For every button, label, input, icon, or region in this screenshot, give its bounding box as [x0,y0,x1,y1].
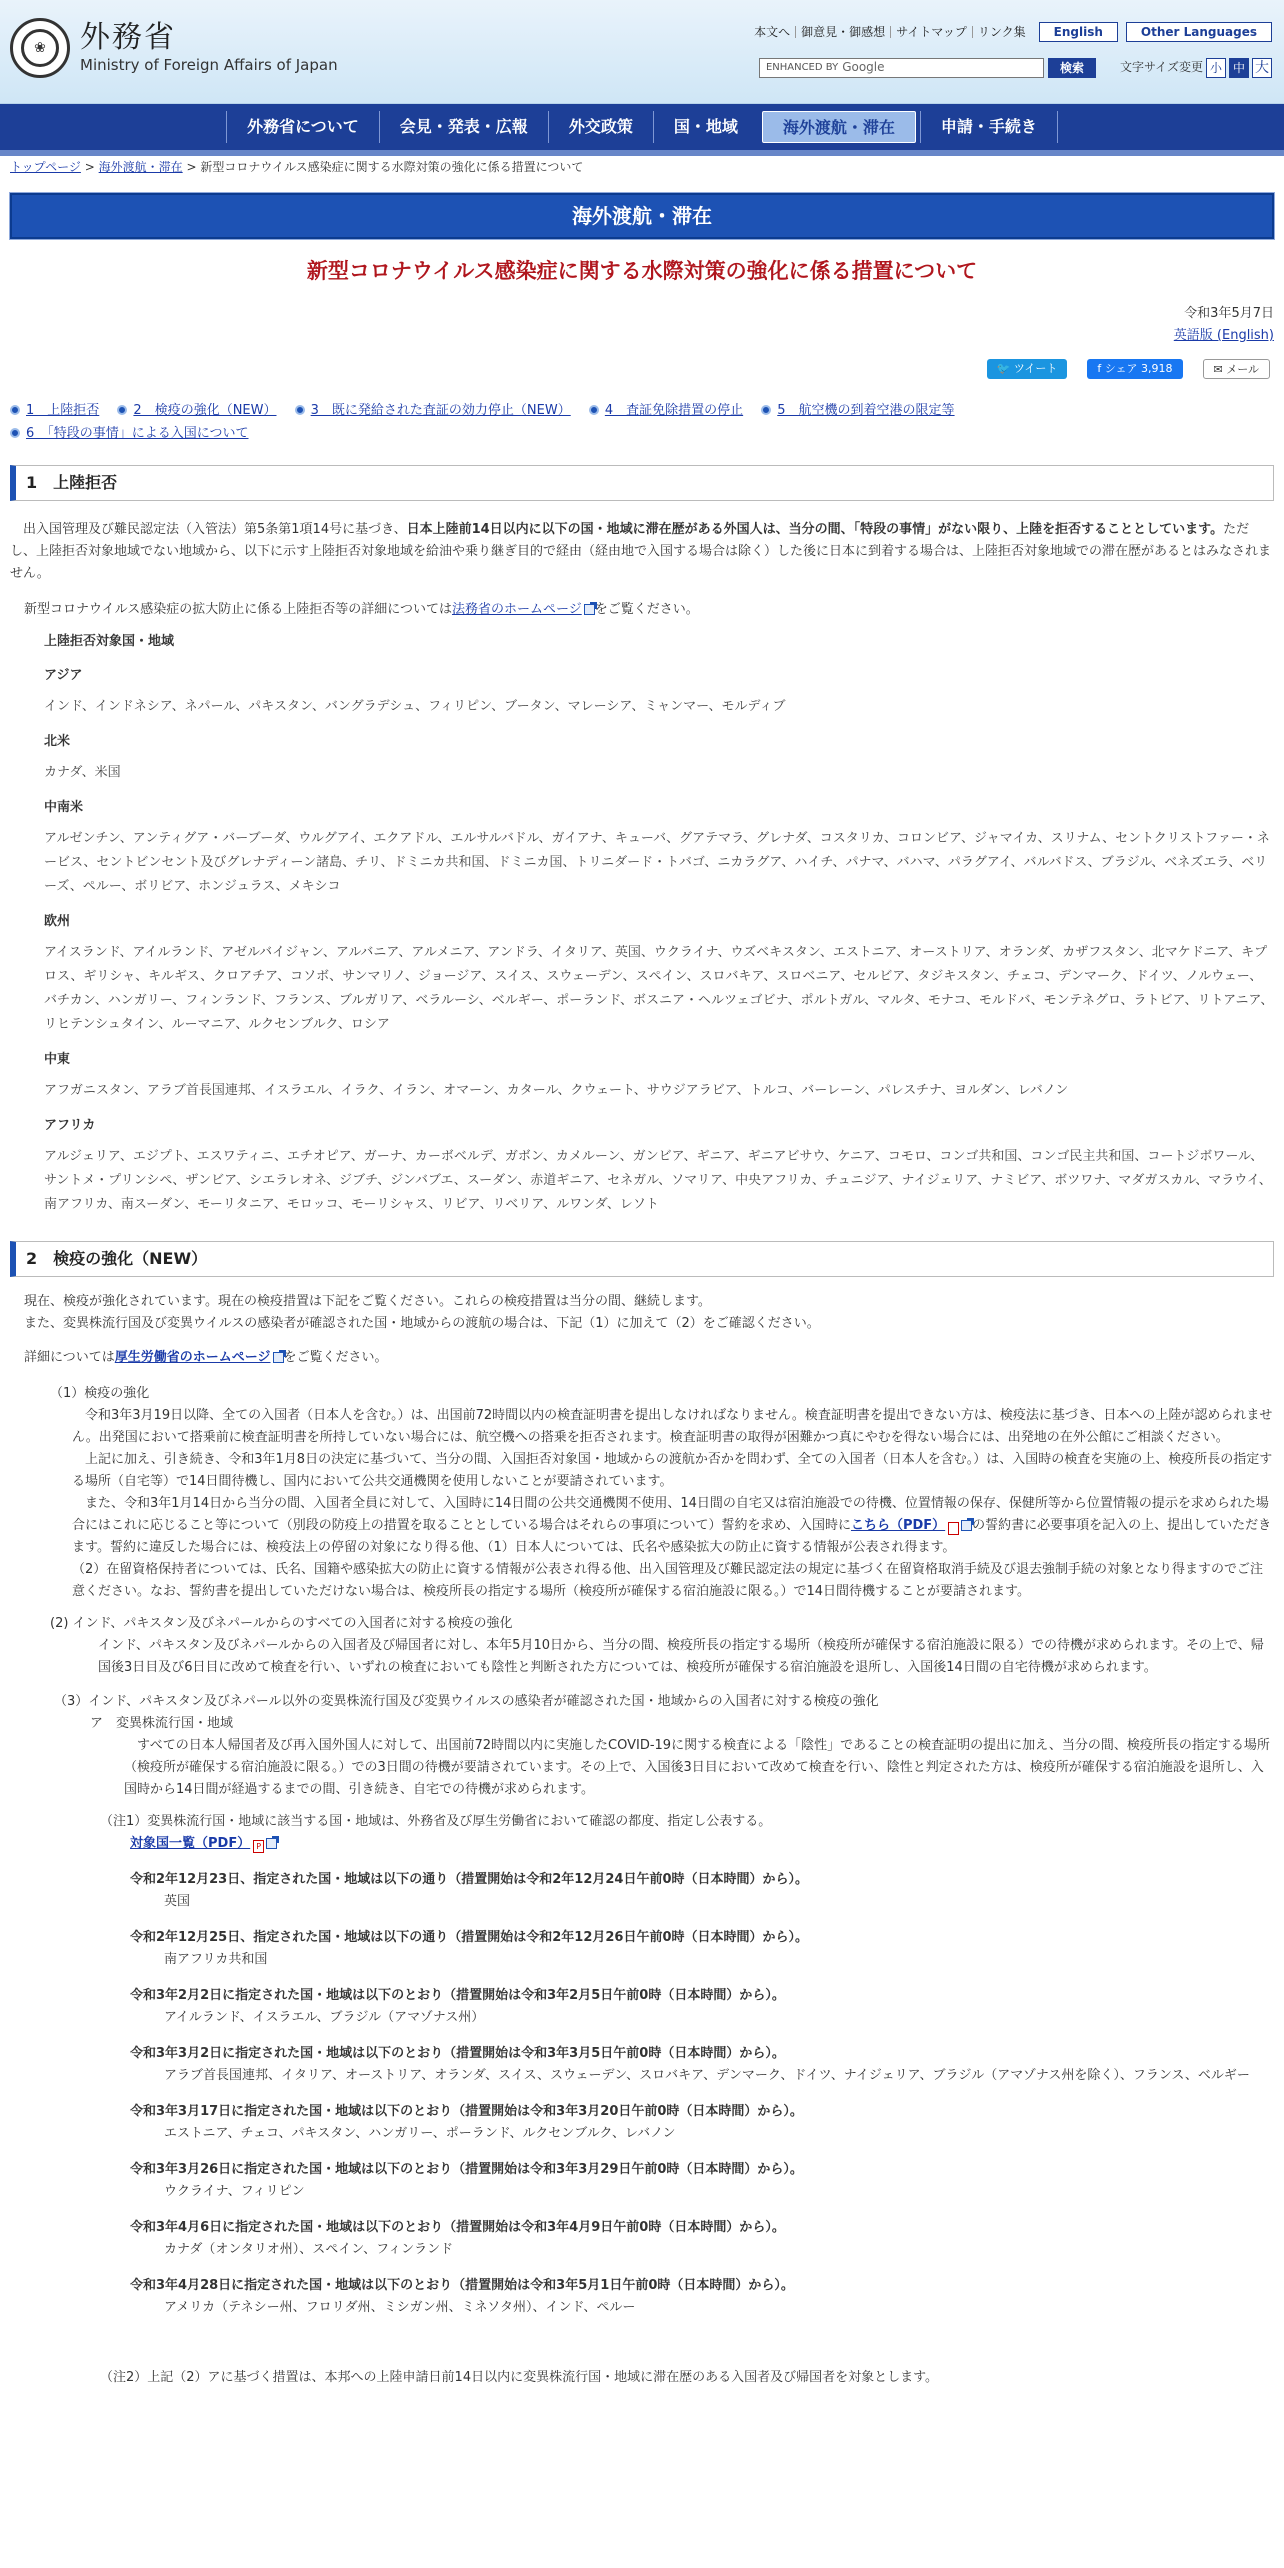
bullet-icon [10,428,20,438]
search-input[interactable] [759,58,1044,78]
region-countries: アルゼンチン、アンティグア・バーブーダ、ウルグアイ、エクアドル、エルサルバドル、ガイアナ、キューバ、グアテマラ、グレナダ、コスタリカ、コロンビア、ジャマイカ、スリナム、セントクリストファー・ネービス、セントビンセント及びグレナディーン諸島、チリ、ドミニカ共和国、ドミニカ国、トリニダード・トバゴ、ニカラグア、ハイチ、パナマ、バハマ、パラグアイ、バルバドス、ブラジル、ベネズエラ、ベリーズ、ペルー、ボリビア、ホンジュラス、メキシコ [44,830,1270,894]
toc-link-4[interactable]: 4 査証免除措置の停止 [604,402,744,418]
google-brand: Google [842,60,885,75]
pdf-icon [948,1522,959,1535]
font-size-medium-button[interactable]: 中 [1229,58,1249,78]
designation-entry: 令和3年3月2日に指定された国・地域は以下のとおり（措置開始は令和3年3月5日午前0時（日本時間）から）。 アラブ首長国連邦、イタリア、オーストリア、オランダ、スイス、スウェーデン、スロバキア、デンマーク、ドイツ、ナイジェリア、ブラジル（アマゾナス州を除く）、フランス、ベルギー [130,2045,1250,2083]
breadcrumb-home[interactable]: トップページ [10,160,81,174]
subsection-2-title: (2) インド、パキスタン及びネパールからのすべての入国者に対する検疫の強化 [50,1615,513,1631]
moj-homepage-link[interactable]: 法務省のホームページ [451,601,582,617]
nav-regions[interactable]: 国・地域 [653,111,758,143]
region-name: 中南米 [44,799,84,815]
nav-travel[interactable]: 海外渡航・滞在 [762,111,916,143]
region-name: 中東 [44,1051,71,1067]
region-countries: アイスランド、アイルランド、アゼルバイジャン、アルバニア、アルメニア、アンドラ、イタリア、英国、ウクライナ、ウズベキスタン、エストニア、オーストリア、オランダ、カザフスタン、北マケドニア、キプロス、ギリシャ、キルギス、クロアチア、コソボ、サンマリノ、ジョージア、スイス、スウェーデン、スペイン、スロバキア、スロベニア、セルビア、タジキスタン、チェコ、デンマーク、ドイツ、ノルウェー、バチカン、ハンガリー、フィンランド、フランス、ブルガリア、ベラルーシ、ベルギー、ポーランド、ボスニア・ヘルツェゴビナ、ポルトガル、マルタ、モナコ、モルドバ、モンテネグロ、ラトビア、リトアニア、リヒテンシュタイン、ルーマニア、ルクセンブルク、ロシア [44,944,1274,1032]
mail-icon: ✉ [1213,362,1223,376]
region-name: 北米 [44,733,71,749]
logo-japanese: 外務省 [80,20,176,55]
section2-detail: 詳細については厚生労働省のホームページ をご覧ください。 [24,1349,388,1365]
region-countries: アルジェリア、エジプト、エスワティニ、エチオピア、ガーナ、カーボベルデ、ガボン、カメルーン、ガンビア、ギニア、ギニアビサウ、ケニア、コモロ、コンゴ共和国、コンゴ民主共和国、コートジボワール、サントメ・プリンシペ、ザンビア、シエラレオネ、ジブチ、ジンバブエ、スーダン、赤道ギニア、セネガル、ソマリア、中央アフリカ、チュニジア、ナイジェリア、ナミビア、ボツワナ、マダガスカル、マラウイ、南アフリカ、南スーダン、モーリタニア、モロッコ、モーリシャス、リビア、リベリア、ルワンダ、レソト [44,1148,1272,1212]
toc-link-6[interactable]: 6 「特段の事情」による入国について [26,425,249,441]
font-size-large-button[interactable]: 大 [1252,58,1272,78]
subsection-2: (2) インド、パキスタン及びネパールからのすべての入国者に対する検疫の強化 インド、パキスタン及びネパールからの入国者及び帰国者に対し、本年5月10日から、当分の間、検疫所長の指定する場所（検疫所が確保する宿泊施設に限る）での待機が求められます。その上で、帰国後3日目及び6日目に改めて検査を行い、いずれの検査においても陰性と判断された方については、検疫所が確保する宿泊施設を退所し、入国後14日間の自宅待機が求められます。 [0,1613,1284,1679]
page-title: 新型コロナウイルス感染症に関する水際対策の強化に係る措置について [306,259,978,284]
english-button[interactable]: English [1039,22,1118,42]
tweet-button[interactable]: 🐦 ツイート [987,359,1068,379]
share-buttons [0,359,1284,379]
bullet-icon [295,405,305,415]
bullet-icon [589,405,599,415]
table-of-contents [0,399,1284,445]
site-logo[interactable] [10,18,338,78]
search-button[interactable]: 検索 [1048,58,1096,78]
region-list [0,631,1284,1217]
emblem-icon: ❀ [10,18,70,78]
section-heading-2: 2 検疫の強化（NEW） [10,1241,1274,1277]
designation-entry: 令和2年12月23日、指定された国・地域は以下の通り（措置開始は令和2年12月24日午前0時（日本時間）から）。 英国 [130,1871,809,1909]
link-links[interactable]: リンク集 [972,26,1031,38]
region-countries: カナダ、米国 [44,764,121,780]
breadcrumb-sep: > [186,160,197,174]
region-name: アフリカ [44,1117,96,1133]
region-name: アジア [44,667,83,683]
toc-link-5[interactable]: 5 航空機の到着空港の限定等 [777,402,955,418]
breadcrumb-current: 新型コロナウイルス感染症に関する水際対策の強化に係る措置について [200,160,584,174]
designation-entry: 令和3年4月6日に指定された国・地域は以下のとおり（措置開始は令和3年4月9日午前0時（日本時間）から）。 カナダ（オンタリオ州）、スペイン、フィンランド [130,2219,785,2257]
nav-applications[interactable]: 申請・手続き [920,111,1058,143]
toc-link-1[interactable]: 1 上陸拒否 [26,402,100,418]
breadcrumb-sep: > [84,160,95,174]
designation-list [0,1869,1284,2319]
designation-entry: 令和3年3月26日に指定された国・地域は以下のとおり（措置開始は令和3年3月29日午前0時（日本時間）から）。 ウクライナ、フィリピン [130,2161,803,2199]
logo-english: Ministry of Foreign Affairs of Japan [80,56,338,74]
section-heading-1: 1 上陸拒否 [10,465,1274,501]
bullet-icon [10,405,20,415]
twitter-icon: 🐦 [996,361,1011,375]
toc-link-2[interactable]: 2 検疫の強化（NEW） [133,402,277,418]
target-countries-pdf-link[interactable]: 対象国一覧（PDF） [130,1835,251,1851]
facebook-icon: f [1097,361,1102,375]
pledge-pdf-link[interactable]: こちら（PDF） [850,1517,946,1533]
note-2: （注2）上記（2）アに基づく措置は、本邦への上陸申請日前14日以内に変異株流行国・地域に滞在歴のある入国者及び帰国者を対象とします。 [100,2369,939,2385]
subsection-3-title: （3）インド、パキスタン及びネパール以外の変異株流行国及び変異ウイルスの感染者が確認された国・地域からの入国者に対する検疫の強化 [54,1693,879,1709]
subsection-3: （3）インド、パキスタン及びネパール以外の変異株流行国及び変異ウイルスの感染者が確認された国・地域からの入国者に対する検疫の強化 ア 変異株流行国・地域 すべての日本人帰国者及び再入国外国人に対して、出国前72時間以内に実施したCOVID-19に関する検査による「陰性」であることの検査証明の提出に加え、当分の間、検疫所長の指定する場所（検疫所が確保する宿泊施設に限る。）での3日間の待機が要請されています。その上で、入国後3日目において改めて検査を行い、陰性と判定された方は、検疫所が確保する宿泊施設を退所し、入国時から14日間が経過するまでの間、引き続き、自宅での待機が求められます。 [0,1691,1284,1801]
facebook-share-button[interactable]: f シェア 3,918 [1087,359,1182,379]
subsection-3a-title: ア 変異株流行国・地域 [90,1715,234,1731]
section2-intro: 現在、検疫が強化されています。現在の検疫措置は下記をご覧ください。これらの検疫措置は当分の間、継続します。 また、変異株流行国及び変異ウイルスの感染者が確認された国・地域からの渡航の場合は、下記（1）に加えて（2）をご確認ください。 [24,1293,820,1331]
subsection-1-title: （1）検疫の強化 [50,1385,150,1401]
designation-entry: 令和3年4月28日に指定された国・地域は以下のとおり（措置開始は令和3年5月1日午前0時（日本時間）から）。 アメリカ（テネシー州、フロリダ州、ミシガン州、ミネソタ州）、インド、ペルー [130,2277,794,2315]
bullet-icon [117,405,127,415]
external-link-icon [584,604,595,615]
bullet-icon [761,405,771,415]
link-skip-to-content[interactable]: 本文へ [754,25,791,39]
font-size-label: 文字サイズ変更 [1119,60,1203,75]
link-feedback[interactable]: 御意見・御感想 [795,26,890,38]
external-link-icon [266,1838,277,1849]
main-nav [0,104,1284,156]
section1-detail: 新型コロナウイルス感染症の拡大防止に係る上陸拒否等の詳細については法務省のホームページ をご覧ください。 [24,601,699,617]
font-size-control [1120,58,1272,78]
designation-entry: 令和2年12月25日、指定された国・地域は以下の通り（措置開始は令和2年12月26日午前0時（日本時間）から）。 南アフリカ共和国 [130,1929,809,1967]
nav-press[interactable]: 会見・発表・広報 [379,111,548,143]
nav-policy[interactable]: 外交政策 [548,111,653,143]
external-link-icon [961,1520,972,1531]
other-languages-button[interactable]: Other Languages [1126,22,1272,42]
designation-entry: 令和3年3月17日に指定された国・地域は以下のとおり（措置開始は令和3年3月20日午前0時（日本時間）から）。 エストニア、チェコ、パキスタン、ハンガリー、ポーランド、ルクセンブルク、レバノン [130,2103,803,2141]
search-placeholder: ENHANCED BY [765,62,839,73]
external-link-icon [273,1352,284,1363]
section1-paragraph: 出入国管理及び難民認定法（入管法）第5条第1項14号に基づき、日本上陸前14日以内に以下の国・地域に滞在歴がある外国人は、当分の間、「特段の事情」がない限り、上陸を拒否することとしています。ただし、上陸拒否対象地域でない地域から、以下に示す上陸拒否対象地域を給油や乗り継ぎ目的で経由（経由地で入国する場合は除く）した後に日本に到着する場合は、上陸拒否対象地域での滞在歴があるとはみなされません。 [10,521,1272,581]
font-size-small-button[interactable]: 小 [1206,58,1226,78]
region-countries: アフガニスタン、アラブ首長国連邦、イスラエル、イラク、イラン、オマーン、カタール、クウェート、サウジアラビア、トルコ、バーレーン、パレスチナ、ヨルダン、レバノン [44,1082,1069,1098]
english-version-link[interactable]: 英語版 (English) [1173,327,1274,343]
pdf-icon: P [253,1840,264,1853]
regions-title: 上陸拒否対象国・地域 [44,633,175,649]
breadcrumb [0,156,1284,179]
region-name: 欧州 [44,913,71,929]
utility-links [749,22,1272,42]
section-banner: 海外渡航・滞在 [10,193,1274,239]
mhlw-homepage-link[interactable]: 厚生労働省のホームページ [114,1349,271,1365]
toc-link-3[interactable]: 3 既に発給された査証の効力停止（NEW） [310,402,571,418]
subsection-1: （1）検疫の強化 令和3年3月19日以降、全ての入国者（日本人を含む。）は、出国前72時間以内の検査証明書を提出しなければなりません。検査証明書を提出できない方は、検疫法に基づき、日本への上陸が認められません。出発国において搭乗前に検査証明書を所持していない場合には、航空機への搭乗を拒否されます。検査証明書の取得が困難かつ真にやむを得ない場合には、出発地の在外公館にご相談ください。 上記に加え、引き続き、令和3年1月8日の決定に基づいて、当分の間、入国拒否対象国・地域からの渡航か否かを問わず、全ての入国者（日本人を含む。）は、入国時の検査を実施の上、検疫所長の指定する場所（自宅等）で14日間待機し、国内において公共交通機関を使用しないことが要請されています。 また、令和3年1月14日から当分の間、入国者全員に対して、入国時に14日間の公共交通機関不使用、14日間の自宅又は宿泊施設での待機、位置情報の保存、保健所等から位置情報の提示を求められた場合にはこれに応じること等について（別段の防疫上の措置を取ることとしている場合はそれらの事項について）誓約を求め、入国時にこちら（PDF） の誓約書に必要事項を記入の上、提出していただきます。誓約に違反した場合には、検疫法上の停留の対象になり得る他、（1）日本人については、氏名や感染拡大の防止に資する情報が公表され得ます。 （2）在留資格保持者については、氏名、国籍や感染拡大の防止に資する情報が公表され得る他、出入国管理及び難民認定法の規定に基づく在留資格取消手続及び退去強制手続の対象となり得ますのでご注意ください。なお、誓約書を提出していただけない場合は、検疫所長の指定する場所（検疫所が確保する宿泊施設に限る。）で14日間待機することが要請されます。 [0,1383,1284,1603]
breadcrumb-section[interactable]: 海外渡航・滞在 [98,160,183,174]
site-header [0,0,1284,104]
note-1: （注1）変異株流行国・地域に該当する国・地域は、外務省及び厚生労働省において確認の都度、指定し公表する。 対象国一覧（PDF） P [100,1813,772,1851]
region-countries: インド、インドネシア、ネパール、パキスタン、バングラデシュ、フィリピン、ブータン、マレーシア、ミャンマー、モルディブ [44,698,786,714]
designation-entry: 令和3年2月2日に指定された国・地域は以下のとおり（措置開始は令和3年2月5日午前0時（日本時間）から）。 アイルランド、イスラエル、ブラジル（アマゾナス州） [130,1987,785,2025]
link-sitemap[interactable]: サイトマップ [890,26,972,38]
publish-date: 令和3年5月7日 [1184,305,1274,321]
mail-button[interactable]: ✉ メール [1203,359,1271,379]
nav-about[interactable]: 外務省について [226,111,379,143]
